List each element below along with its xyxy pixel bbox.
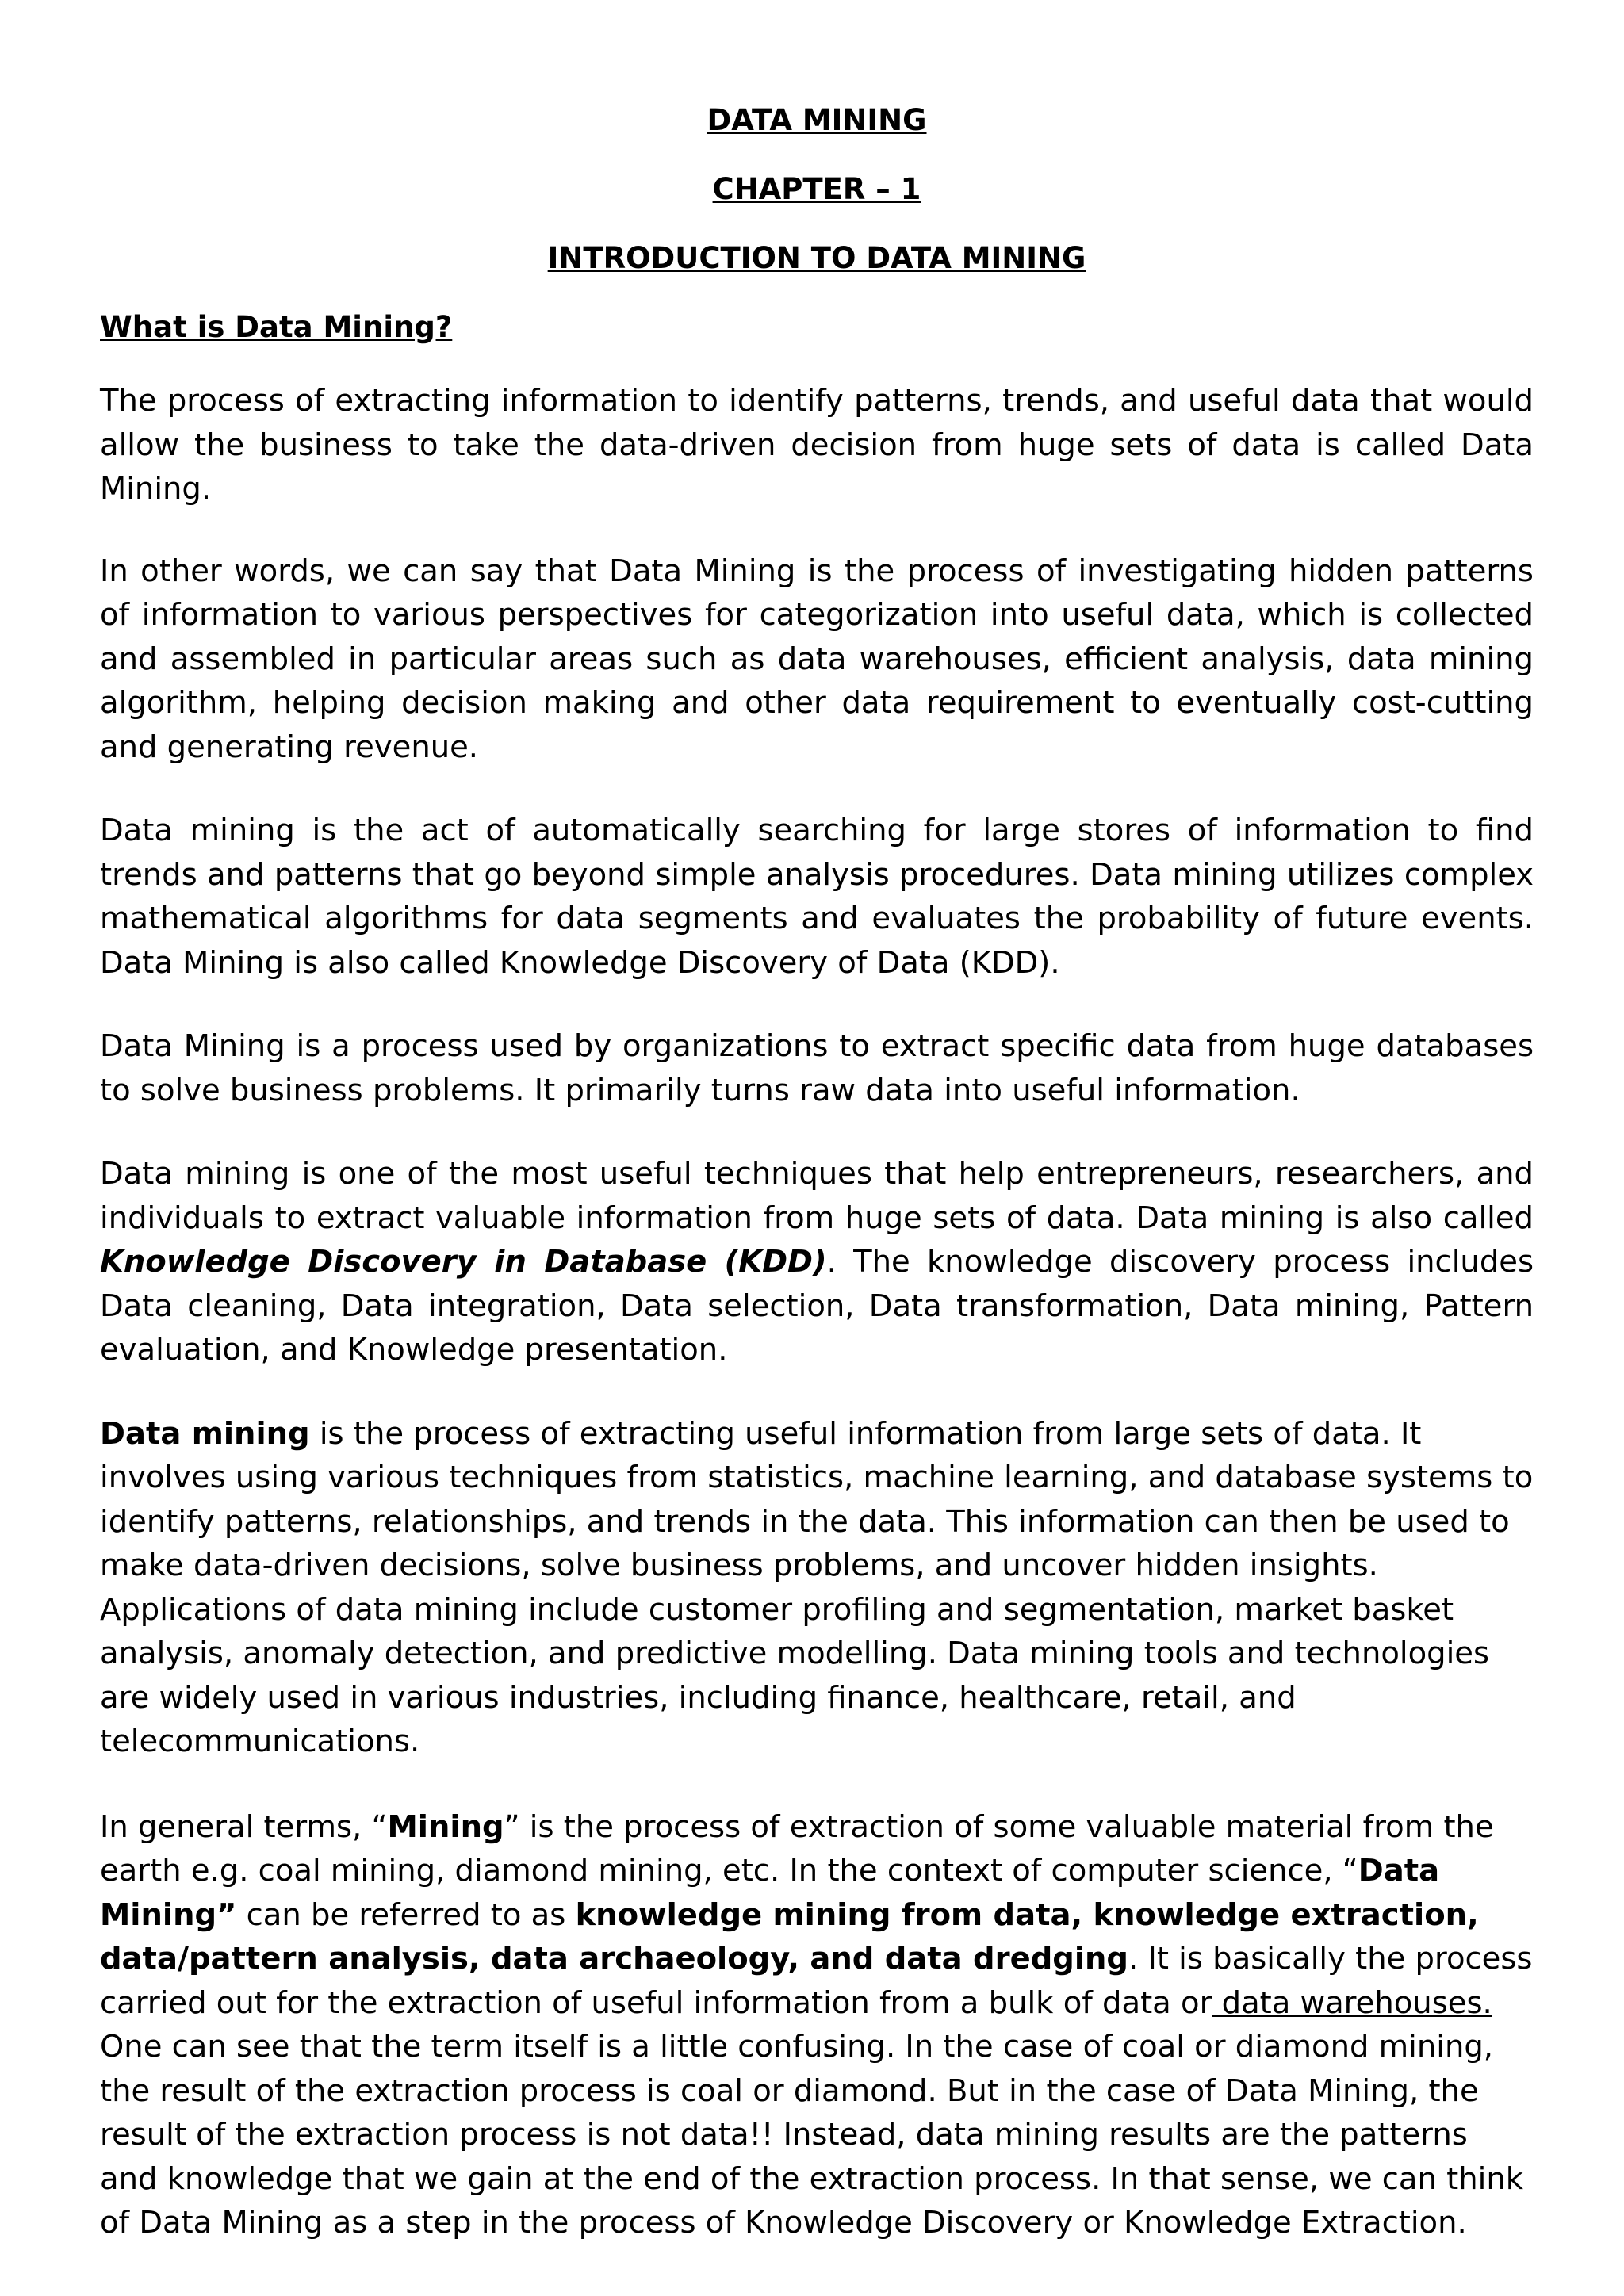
paragraph-text: is the process of extracting useful information from large sets of data. It involves using various techniques from statistics, machine learning, and database systems to identify patterns, relationships, and trends in the data. This information can then be used to make data-driven decisions, solve business problems, and uncover hidden insights. Applications of data mining include customer profiling and segmentation, market basket analysis, anomaly detection, and predictive modelling. Data mining tools and technologies are widely used in various industries, including finance, healthcare, retail, and telecommunications. — [100, 1415, 1534, 1759]
paragraph-definition: The process of extracting information to identify patterns, trends, and useful data that would allow the business to take the data-driven decision from huge sets of data is called Data Mining. — [100, 383, 1534, 507]
document-page — [100, 97, 1534, 2245]
data-mining-term: Data mining — [100, 1415, 310, 1452]
document-title: DATA MINING — [707, 103, 927, 137]
paragraph-text: ” is the process of extraction of some valuable material from the earth e.g. coal mining, diamond mining, etc. In the context of computer science, “ — [100, 1808, 1494, 1888]
paragraph-general-terms — [100, 1805, 1534, 2245]
data-warehouses-link[interactable]: data warehouses. — [1212, 1984, 1492, 2021]
paragraph-other-words: In other words, we can say that Data Mining is the process of investigating hidden patterns of information to various perspectives for categorization into useful data, which is collected and assembled in particular areas such as data warehouses, efficient analysis, data mining algorithm, helping decision making and other data requirement to eventually cost-cutting and generating revenue. — [100, 553, 1534, 765]
paragraph-kdd — [100, 1152, 1534, 1372]
chapter-title: INTRODUCTION TO DATA MINING — [547, 241, 1086, 275]
paragraph-text: can be referred to as — [236, 1896, 576, 1933]
paragraph-text: In general terms, “ — [100, 1808, 388, 1845]
paragraph-overview — [100, 1412, 1534, 1764]
paragraph-text: One can see that the term itself is a little confusing. In the case of coal or diamond mining, the result of the extraction process is coal or diamond. But in the case of Data Mining, the result of the extraction process is not data!! Instead, data mining results are the patterns and knowledge that we gain at the end of the extraction process. In that sense, we can think of Data Mining as a step in the process of Knowledge Discovery or Knowledge Extraction. — [100, 2029, 1524, 2241]
chapter-heading: CHAPTER – 1 — [712, 172, 921, 206]
paragraph-text: Data mining is one of the most useful techniques that help entrepreneurs, researchers, and individuals to extract valuable information from huge sets of data. Data mining is also called — [100, 1156, 1534, 1236]
mining-term: Mining — [387, 1808, 504, 1845]
section-heading: What is Data Mining? — [100, 310, 453, 344]
data-mining-quoted-term: Data Mining” — [100, 1853, 1440, 1933]
paragraph-text: . The knowledge discovery process includes Data cleaning, Data integration, Data selection, Data transformation, Data mining, Pattern evaluation, and Knowledge presentation. — [100, 1244, 1534, 1368]
paragraph-automatic-search: Data mining is the act of automatically searching for large stores of information to find trends and patterns that go beyond simple analysis procedures. Data mining utilizes complex mathematical algorithms for data segments and evaluates the probability of future events. Data Mining is also called Knowledge Discovery of Data (KDD). — [100, 813, 1534, 981]
kdd-emphasis: Knowledge Discovery in Database (KDD) — [100, 1244, 827, 1280]
synonyms-list: knowledge mining from data, knowledge extraction, data/pattern analysis, data archaeology, and data dredging — [100, 1896, 1479, 1976]
paragraph-text: . It is basically the process carried out for the extraction of useful information from a bulk of data or — [100, 1941, 1533, 2021]
paragraph-organizations: Data Mining is a process used by organizations to extract specific data from huge databases to solve business problems. It primarily turns raw data into useful information. — [100, 1028, 1534, 1108]
